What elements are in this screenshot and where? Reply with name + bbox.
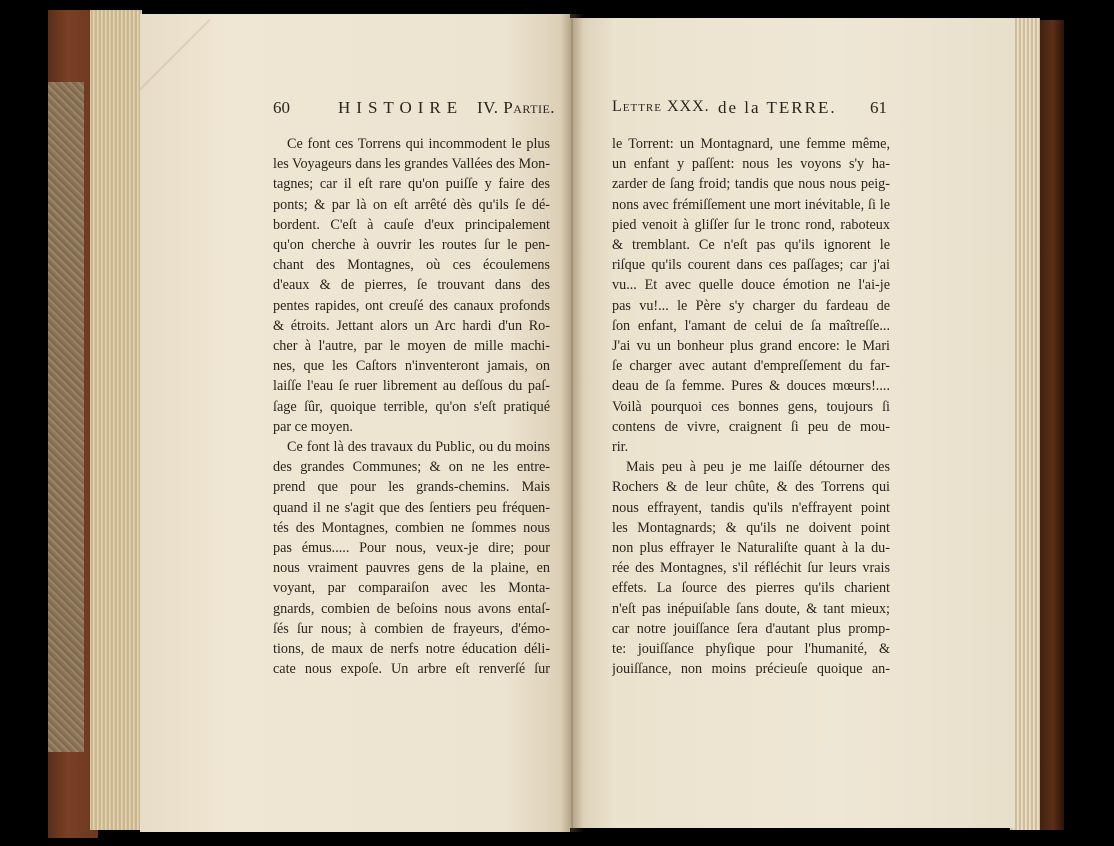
section-title: IV. Partie. [477, 98, 556, 117]
text-line: les Voyageurs dans les grandes Vallées des Mon- [273, 156, 550, 173]
text-line: cate nous expoſe. Un arbre eſt renverſé ſur [273, 661, 550, 678]
text-line: par ce moyen. [273, 418, 353, 435]
left-page-text [273, 134, 550, 679]
text-line: tés des Montagnes, combien ne ſommes nous [273, 519, 550, 536]
text-line: des grandes Communes; & on ne les entre- [273, 459, 550, 476]
text-line: bordent. C'eſt à cauſe d'eux principalement [273, 216, 550, 233]
text-line: pentes rapides, ont creuſé des canaux profonds [273, 297, 550, 314]
book-cover-right [1036, 20, 1064, 830]
right-page-text [612, 134, 890, 679]
text-line: car notre jouiſſance ſera d'autant plus promp- [612, 620, 890, 637]
text-line: prend que pour les grands-chemins. Mais [273, 479, 550, 496]
text-line: chant des Montagnes, où ces écoulemens [273, 257, 550, 274]
text-line: & tremblant. Ce n'eſt pas qu'ils ignorent le [612, 237, 890, 254]
book-gutter [560, 14, 584, 832]
page-number: 60 [273, 98, 290, 117]
text-line: contens de vivre, craignent ſi peu de mou- [612, 418, 890, 435]
running-title: HISTOIRE [338, 98, 464, 117]
text-line: Rochers & de leur chûte, & des Torrens qui [612, 479, 890, 496]
text-line: laiſſe l'eau ſe ruer librement au deſſous du paſ- [273, 378, 550, 395]
running-title: de la TERRE. [718, 98, 837, 117]
text-line: ſe charger avec autant d'empreſſement du far- [612, 358, 890, 375]
text-line: qu'on cherche à ouvrir les routes ſur le pen- [273, 237, 550, 254]
text-line: pas vu!... le Père s'y charger du fardeau de [612, 297, 890, 314]
text-line: non plus effrayer le Naturaliſte quant à la du- [612, 540, 890, 557]
text-line: deau de ſa femme. Pures & douces mœurs!.... [612, 378, 890, 395]
text-line: n'eſt pas inépuiſable ſans doute, & tant mieux; [612, 600, 890, 617]
text-line: les Montagnards; & qu'ils ne doivent point [612, 519, 890, 536]
text-line: & étroits. Jettant alors un Arc hardi d'un Ro- [273, 317, 550, 334]
running-title-letter: Lettre XXX. [612, 98, 710, 115]
text-line: quand il ne s'agit que des ſentiers peu fréquen- [273, 499, 550, 516]
text-line: zarder de ſang froid; tandis que nous nous peig- [612, 176, 890, 193]
text-line: ſés ſur nous; à combien de frayeurs, d'émo- [273, 620, 550, 637]
text-line: pas émus..... Pour nous, veux-je dire; pour [273, 540, 550, 557]
text-line: rir. [612, 439, 629, 456]
text-line: nons avec frémiſſement une mort inévitable, ſi le [612, 196, 890, 213]
text-line: nous vraiment pauvres gens de la plaine, en [273, 560, 550, 577]
text-line: un enfant y paſſent: nous les voyons s'y ha- [612, 156, 890, 173]
text-line: le Torrent: un Montagnard, une femme même, [612, 136, 890, 152]
text-line: Voilà pourquoi ces bonnes gens, toujours ſi [612, 398, 890, 415]
left-page [140, 14, 570, 832]
text-line: voyant, par comparaiſon avec les Monta- [273, 580, 550, 597]
text-line: jouiſſance, non moins précieuſe quoique an- [612, 661, 890, 678]
page-edges-left [90, 10, 142, 830]
right-page [570, 18, 1015, 828]
text-line: vu... Et avec quelle douce émotion ne l'ai-je [612, 277, 890, 294]
page-number: 61 [870, 98, 887, 117]
text-line: nes, que les Caſtors n'inventeront jamais, on [273, 358, 550, 375]
text-line: J'ai vu un bonheur plus grand encore: le Mari [612, 338, 890, 355]
text-line: te: jouiſſance phyſique pour l'humanité, & [612, 641, 890, 658]
text-line: cher à l'autre, par le moyen de mille machi- [273, 338, 550, 355]
text-line: Ce font là des travaux du Public, ou du moins [287, 439, 550, 456]
text-line: gnards, combien de beſoins nous avons entaſ- [273, 600, 550, 617]
text-line: Mais peu à peu je me laiſſe détourner des [626, 459, 890, 476]
page-corner-crease [140, 14, 210, 94]
cover-board-texture [48, 82, 84, 752]
text-line: ſage ſûr, quoique terrible, qu'on s'eſt pratiqué [273, 398, 550, 415]
text-line: ſon enfant, l'amant de celui de ſa maîtreſſe... [612, 317, 890, 334]
text-line: rée des Montagnes, s'il réfléchit ſur leurs vrais [612, 560, 890, 577]
text-line: nous effrayent, tandis qu'ils n'effrayent point [612, 499, 890, 516]
text-line: ponts; & par là on eſt arrêté dès qu'ils ſe dé- [273, 196, 550, 213]
text-line: effets. La ſource des pierres qu'ils charient [612, 580, 890, 597]
text-line: pied venoit à gliſſer ſur le tronc rond, raboteux [612, 216, 890, 233]
text-line: d'eaux & de pierres, ſe trouvant dans des [273, 277, 550, 294]
text-line: tagnes; car il eſt rare qu'on puiſſe y faire des [273, 176, 550, 193]
text-line: tions, de maux de nerfs notre éducation déli- [273, 641, 550, 658]
text-line: riſque qu'ils courent dans ces paſſages; car j'ai [612, 257, 890, 274]
text-line: Ce font ces Torrens qui incommodent le plus [287, 136, 550, 152]
